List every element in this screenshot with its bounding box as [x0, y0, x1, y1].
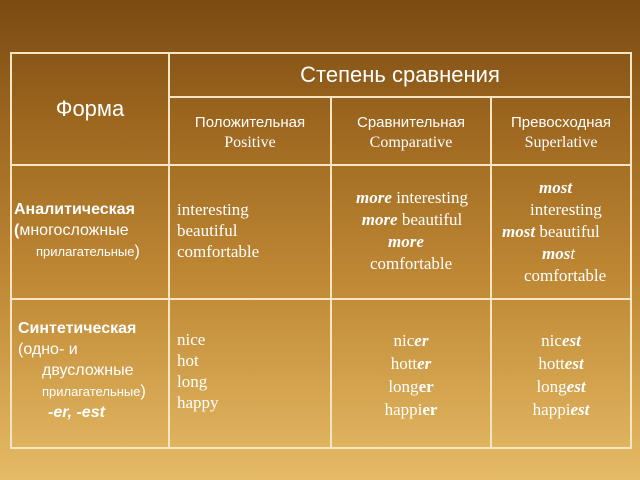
analytic-superlative-word: comfortable	[524, 266, 607, 285]
analytic-desc2: прилагательные	[36, 244, 135, 259]
comparative-header	[332, 113, 490, 153]
most-word-short: mos	[542, 244, 571, 263]
suffix-est: est	[561, 331, 581, 350]
analytic-close-paren: )	[134, 243, 140, 260]
analytic-comparative-line1	[334, 187, 490, 209]
most-word: most	[502, 222, 536, 241]
analytic-superlative-line4	[494, 243, 630, 265]
table-border-top	[10, 52, 632, 54]
suffix-est: est	[564, 354, 584, 373]
synthetic-comparative-word	[332, 375, 490, 398]
synthetic-comparative-word	[332, 352, 490, 375]
analytic-superlative-line3	[494, 221, 630, 243]
superlative-header	[492, 113, 630, 153]
synthetic-superlative-word	[492, 352, 630, 375]
analytic-comparative-word: comfortable	[370, 254, 453, 273]
suffix-er: er	[414, 331, 429, 350]
analytic-superlative-line2	[494, 199, 630, 221]
analytic-positive-word: interesting	[177, 200, 249, 219]
synthetic-superlative-word	[492, 398, 630, 421]
word-stem: nic	[541, 331, 562, 350]
analytic-superlative-word: beautiful	[535, 222, 600, 241]
most-word-t: t	[570, 244, 576, 263]
synthetic-positive-cell	[177, 329, 327, 413]
synthetic-desc1: (одно- и	[18, 341, 78, 358]
table-border-bottom	[10, 447, 632, 449]
analytic-comparative-word: beautiful	[397, 210, 463, 229]
suffix-er: er	[418, 377, 434, 396]
synthetic-desc3: прилагательные	[42, 384, 141, 399]
analytic-desc1: многосложные	[19, 222, 129, 239]
synthetic-superlative-word	[492, 375, 630, 398]
word-stem: hott	[538, 354, 565, 373]
analytic-comparative-line2	[334, 209, 490, 231]
analytic-superlative-line5	[494, 265, 630, 287]
positive-header	[170, 113, 330, 153]
analytic-comparative-cell	[334, 187, 490, 275]
analytic-positive-word: comfortable	[177, 242, 260, 261]
more-word: more	[356, 188, 392, 207]
synthetic-suffixes: -er, -est	[48, 404, 105, 421]
synthetic-form-cell	[18, 318, 168, 423]
degree-header: Степень сравнения	[300, 62, 500, 87]
more-word: more	[361, 210, 398, 229]
analytic-positive-word: beautiful	[177, 221, 238, 240]
analytic-superlative-word: interesting	[530, 200, 602, 219]
superlative-header-ru: Превосходная	[511, 114, 611, 131]
synthetic-comparative-word	[332, 398, 490, 421]
more-word: more	[388, 232, 424, 251]
analytic-superlative-cell	[494, 177, 630, 287]
analytic-desc-line1	[14, 220, 170, 241]
analytic-comparative-line3	[334, 231, 490, 253]
word-stem: long	[536, 377, 567, 396]
synthetic-positive-word: nice	[177, 330, 206, 349]
synthetic-positive-word: hot	[177, 351, 199, 370]
synthetic-superlative-cell	[492, 329, 630, 421]
analytic-form-cell	[14, 199, 170, 262]
comparative-header-ru: Сравнительная	[356, 114, 465, 131]
divider-subheader-row	[168, 96, 632, 98]
most-word: most	[539, 178, 573, 197]
positive-header-ru: Положительная	[194, 114, 306, 131]
word-stem: hott	[390, 354, 418, 373]
synthetic-title: Синтетическая	[18, 320, 137, 337]
positive-header-en: Positive	[224, 134, 276, 151]
word-stem: nic	[393, 331, 415, 350]
divider-header-row	[10, 164, 632, 166]
analytic-comparative-word: interesting	[391, 188, 468, 207]
analytic-title: Аналитическая	[14, 201, 135, 218]
superlative-header-en: Superlative	[524, 134, 598, 151]
synthetic-comparative-word	[332, 329, 490, 352]
comparative-header-en: Comparative	[369, 134, 453, 151]
divider-analytic-row	[10, 298, 632, 300]
table-border-right	[630, 52, 632, 449]
synthetic-positive-word: happy	[177, 393, 219, 412]
synthetic-comparative-cell	[332, 329, 490, 421]
suffix-er: er	[417, 354, 432, 373]
synthetic-close-paren: )	[140, 383, 146, 400]
suffix-er: er	[422, 400, 438, 419]
synthetic-desc2: двусложные	[42, 362, 134, 379]
analytic-comparative-line4	[334, 253, 490, 275]
analytic-superlative-line1	[494, 177, 630, 199]
synthetic-desc-line3	[18, 381, 168, 402]
word-stem: happi	[532, 400, 571, 419]
analytic-open-paren: (	[14, 222, 20, 239]
word-stem: happi	[384, 400, 423, 419]
synthetic-superlative-word	[492, 329, 630, 352]
suffix-est: est	[570, 400, 590, 419]
synthetic-positive-word: long	[177, 372, 208, 391]
suffix-est: est	[566, 377, 586, 396]
analytic-positive-cell	[177, 199, 327, 262]
word-stem: long	[388, 377, 419, 396]
analytic-desc-line2	[14, 241, 170, 262]
form-header: Форма	[55, 96, 125, 121]
